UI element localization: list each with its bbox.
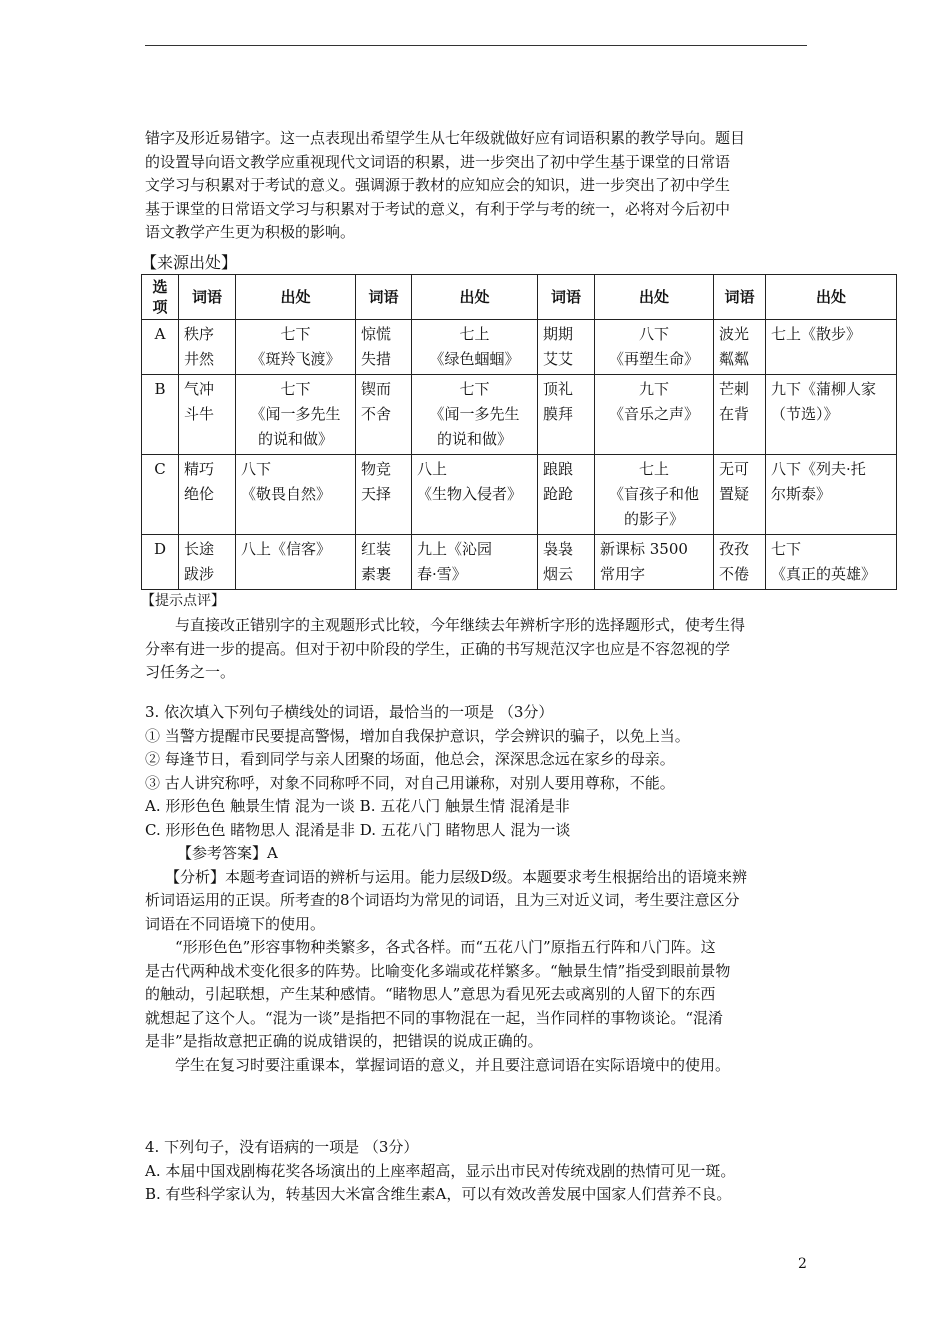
word-cell — [179, 375, 236, 455]
q3-explain-line: 是古代两种战术变化很多的阵势。比喻变化多端或花样繁多。“触景生情”指受到眼前景物 — [145, 961, 731, 980]
source-cell — [766, 455, 897, 535]
source-cell — [595, 320, 714, 375]
option-cell: B — [142, 375, 179, 455]
tip-line: 分率有进一步的提高。但对于初中阶段的学生，正确的书写规范汉字也应是不容忽视的学 — [145, 639, 731, 658]
header-source: 出处 — [766, 275, 897, 320]
word-text: 素裹 — [361, 565, 392, 583]
word-text: 不舍 — [361, 405, 392, 423]
q4-option: A. 本届中国戏剧梅花奖各场演出的上座率超高，显示出市民对传统戏剧的热情可见一斑。 — [145, 1161, 736, 1180]
word-cell — [179, 535, 236, 590]
source-cell — [595, 535, 714, 590]
word-text: 红装 — [361, 540, 392, 558]
word-text: 在背 — [719, 405, 750, 423]
header-word: 词语 — [356, 275, 412, 320]
source-text: 九上《沁园 — [417, 540, 493, 558]
q3-explain-line: “形形色色”形容事物种类繁多，各式各样。而“五花八门”原指五行阵和八门阵。这 — [175, 938, 716, 956]
option-cell: C — [142, 455, 179, 535]
word-cell — [714, 455, 766, 535]
source-text: 七下 — [280, 325, 311, 343]
word-text: 失措 — [361, 350, 392, 368]
source-cell — [412, 455, 538, 535]
word-cell — [538, 375, 595, 455]
q3-sentence: ① 当警方提醒市民要提高警惕，增加自我保护意识，学会辨识的骗子，以免上当。 — [145, 726, 690, 745]
word-text: 芒刺 — [719, 380, 750, 398]
source-cell — [766, 535, 897, 590]
intro-paragraph — [145, 127, 810, 245]
word-cell — [356, 375, 412, 455]
source-text: 八上 — [417, 460, 448, 478]
source-heading: 【来源出处】 — [141, 253, 238, 272]
source-text: 尔斯泰》 — [771, 485, 832, 503]
tip-heading: 【提示点评】 — [141, 593, 225, 609]
source-text: 九下《蒲柳人家 — [771, 380, 877, 398]
q3-analysis-line: 析词语运用的正误。所考查的8个词语均为常见的词语，且为三对近义词，考生要注意区分 — [145, 891, 740, 909]
source-cell — [766, 375, 897, 455]
source-text: 《真正的英雄》 — [771, 565, 877, 583]
word-text: 膜拜 — [543, 405, 574, 423]
source-text: 《绿色蝈蝈》 — [429, 350, 520, 368]
word-text: 斗牛 — [184, 405, 215, 423]
header-rule — [145, 45, 807, 46]
q3-explain-line: 是非”是指故意把正确的说成错误的，把错误的说成正确的。 — [145, 1032, 543, 1050]
q3-advice: 学生在复习时要注重课本，掌握词语的意义，并且要注意词语在实际语境中的使用。 — [175, 1055, 731, 1074]
intro-line: 语文教学产生更为积极的影响。 — [145, 223, 356, 241]
source-text: 《生物入侵者》 — [417, 485, 523, 503]
word-text: 期期 — [543, 325, 574, 343]
source-cell — [236, 375, 356, 455]
word-text: 气冲 — [184, 380, 215, 398]
word-cell — [356, 320, 412, 375]
q3-analysis-line: 词语在不同语境下的使用。 — [145, 914, 326, 933]
source-text: 八下 — [241, 460, 272, 478]
source-text: 的说和做》 — [436, 430, 512, 448]
source-text: （节选）》 — [771, 405, 839, 423]
word-cell — [179, 455, 236, 535]
intro-line: 的设置导向语文教学应重视现代文词语的积累，进一步突出了初中学生基于课堂的日常语 — [145, 152, 731, 171]
word-text: 精巧 — [184, 460, 215, 478]
q3-sentence: ③ 古人讲究称呼，对象不同称呼不同，对自己用谦称，对别人要用尊称，不能。 — [145, 773, 675, 792]
source-text: 《再塑生命》 — [608, 350, 699, 368]
source-text: 《音乐之声》 — [608, 405, 699, 423]
intro-line: 基于课堂的日常语文学习与积累对于考试的意义，有利于学与考的统一，必将对今后初中 — [145, 199, 731, 218]
source-cell — [236, 455, 356, 535]
source-cell — [595, 455, 714, 535]
word-text: 长途 — [184, 540, 215, 558]
word-text: 波光 — [719, 325, 750, 343]
table-header-row — [142, 275, 897, 320]
word-text: 跋涉 — [184, 565, 215, 583]
word-text: 不倦 — [719, 565, 750, 583]
header-source: 出处 — [595, 275, 714, 320]
word-text: 粼粼 — [719, 350, 750, 368]
header-word: 词语 — [179, 275, 236, 320]
word-cell — [356, 535, 412, 590]
table-row — [142, 535, 897, 590]
q4-option: B. 有些科学家认为，转基因大米富含维生素A，可以有效改善发展中国家人们营养不良。 — [145, 1185, 732, 1203]
word-text: 天择 — [361, 485, 392, 503]
source-text: 常用字 — [600, 565, 646, 583]
word-text: 物竞 — [361, 460, 392, 478]
word-cell — [714, 320, 766, 375]
table-row — [142, 375, 897, 455]
word-cell — [538, 320, 595, 375]
source-cell — [412, 535, 538, 590]
table-row — [142, 455, 897, 535]
word-text: 置疑 — [719, 485, 750, 503]
source-text: 七下 — [280, 380, 311, 398]
source-text: 九下 — [638, 380, 669, 398]
source-cell — [236, 320, 356, 375]
source-text: 《盲孩子和他 — [608, 485, 699, 503]
intro-line: 文学习与积累对于考试的意义。强调源于教材的应知应会的知识，进一步突出了初中学生 — [145, 176, 731, 194]
source-text: 的说和做》 — [257, 430, 333, 448]
word-cell — [179, 320, 236, 375]
source-text: 八上《信客》 — [241, 540, 332, 558]
word-text: 锲而 — [361, 380, 392, 398]
word-text: 孜孜 — [719, 540, 750, 558]
header-word: 词语 — [538, 275, 595, 320]
word-text: 袅袅 — [543, 540, 574, 558]
word-text: 艾艾 — [543, 350, 574, 368]
option-cell: D — [142, 535, 179, 590]
source-text: 七下 — [459, 380, 490, 398]
source-cell — [236, 535, 356, 590]
source-cell — [766, 320, 897, 375]
q3-option: C. 形形色色 睹物思人 混淆是非 D. 五花八门 睹物思人 混为一谈 — [145, 820, 571, 839]
word-text: 秩序 — [184, 325, 215, 343]
source-cell — [412, 320, 538, 375]
tip-paragraph — [145, 614, 810, 685]
q3-explain-line: 就想起了这个人。“混为一谈”是指把不同的事物混在一起，当作同样的事物谈论。“混淆 — [145, 1008, 724, 1027]
word-text: 跄跄 — [543, 485, 574, 503]
word-text: 井然 — [184, 350, 215, 368]
word-text: 无可 — [719, 460, 750, 478]
source-text: 的影子》 — [623, 510, 684, 528]
option-cell: A — [142, 320, 179, 375]
header-source: 出处 — [412, 275, 538, 320]
word-text: 惊慌 — [361, 325, 392, 343]
source-cell — [412, 375, 538, 455]
word-cell — [714, 375, 766, 455]
source-text: 七上《散步》 — [771, 325, 862, 343]
word-text: 烟云 — [543, 565, 574, 583]
source-text: 《敬畏自然》 — [241, 485, 332, 503]
word-cell — [538, 455, 595, 535]
source-text: 八下《列夫·托 — [771, 460, 866, 478]
header-option: 选 项 — [142, 275, 179, 320]
source-text: 七上 — [459, 325, 490, 343]
q3-analysis-line: 【分析】本题考查词语的辨析与运用。能力层级D级。本题要求考生根据给出的语境来辨 — [165, 867, 748, 886]
header-word: 词语 — [714, 275, 766, 320]
table-row — [142, 320, 897, 375]
source-text: 《斑羚飞渡》 — [250, 350, 341, 368]
source-text: 七下 — [771, 540, 802, 558]
q3-answer: 【参考答案】A — [177, 844, 278, 862]
word-cell — [538, 535, 595, 590]
word-text: 绝伦 — [184, 485, 215, 503]
source-table — [141, 274, 897, 590]
source-text: 《闻一多先生 — [250, 405, 341, 423]
word-text: 踉踉 — [543, 460, 574, 478]
word-cell — [714, 535, 766, 590]
word-text: 顶礼 — [543, 380, 574, 398]
source-text: 春·雪》 — [417, 565, 467, 583]
q3-stem: 3. 依次填入下列句子横线处的词语，最恰当的一项是 （3分） — [145, 703, 554, 721]
source-text: 八下 — [638, 325, 669, 343]
source-text: 新课标 3500 — [600, 540, 688, 558]
tip-line: 与直接改正错别字的主观题形式比较，今年继续去年辨析字形的选择题形式，使考生得 — [175, 616, 746, 634]
source-text: 《闻一多先生 — [429, 405, 520, 423]
q3-sentence: ② 每逢节日，看到同学与亲人团聚的场面，他总会，深深思念远在家乡的母亲。 — [145, 750, 675, 768]
question-3 — [145, 701, 810, 1077]
header-source: 出处 — [236, 275, 356, 320]
page-number: 2 — [798, 1256, 807, 1272]
intro-line: 错字及形近易错字。这一点表现出希望学生从七年级就做好应有词语积累的教学导向。题目 — [145, 129, 746, 147]
tip-line: 习任务之一。 — [145, 663, 236, 681]
q3-option: A. 形形色色 触景生情 混为一谈 B. 五花八门 触景生情 混淆是非 — [145, 797, 570, 815]
word-cell — [356, 455, 412, 535]
q3-explain-line: 的触动，引起联想，产生某种感情。“睹物思人”意思为看见死去或离别的人留下的东西 — [145, 985, 716, 1003]
q4-stem: 4. 下列句子，没有语病的一项是 （3分） — [145, 1138, 419, 1156]
source-cell — [595, 375, 714, 455]
question-4 — [145, 1136, 810, 1207]
source-text: 七上 — [638, 460, 669, 478]
